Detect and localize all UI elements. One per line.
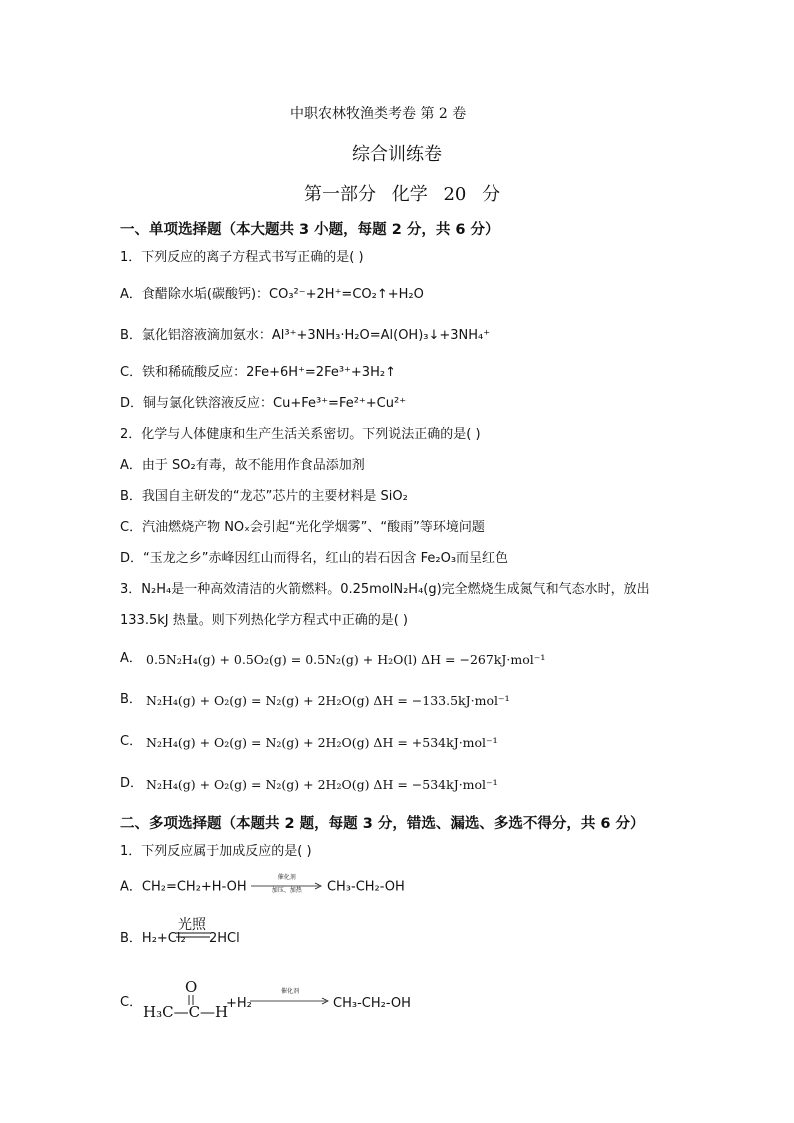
s2q1-stem: 1．下列反应属于加成反应的是( ) <box>120 844 312 859</box>
q2-option-b: B．我国自主研发的“龙芯”芯片的主要材料是 SiO₂ <box>120 489 408 504</box>
q2-stem: 2．化学与人体健康和生产生活关系密切。下列说法正确的是( ) <box>120 427 481 442</box>
section1-heading: 一、单项选择题（本大题共 3 小题，每题 2 分，共 6 分） <box>120 222 500 238</box>
equals-sign-icon <box>176 932 210 940</box>
part-title: 第一部分 化学 20 分 <box>304 184 501 205</box>
s2q1-a-arrow-top: 催化剂 <box>277 874 296 881</box>
right-arrow-icon <box>250 993 330 1007</box>
s2q1-b-condition: 光照 <box>178 917 206 933</box>
q1-option-a: A．食醋除水垢(碳酸钙)：CO₃²⁻+2H⁺=CO₂↑+H₂O <box>120 287 424 302</box>
s2q1-a-arrow <box>251 874 323 894</box>
q1-stem: 1．下列反应的离子方程式书写正确的是( ) <box>120 250 364 265</box>
q3-option-b-label: B． <box>120 692 142 707</box>
q2-option-c: C．汽油燃烧产物 NOₓ会引起“光化学烟雾”、“酸雨”等环境问题 <box>120 520 485 535</box>
s2q1-b-reactants: B．H₂+Cl₂ <box>120 931 186 946</box>
s2q1-c-arrow-box <box>250 988 330 1007</box>
q2-option-a: A．由于 SO₂有毒，故不能用作食品添加剂 <box>120 458 365 473</box>
s2q1-c-products: CH₃-CH₂-OH <box>333 996 411 1011</box>
q1-option-c: C．铁和稀硫酸反应：2Fe+6H⁺=2Fe³⁺+3H₂↑ <box>120 365 396 380</box>
s2q1-c-struct-chain: H₃C—C—H <box>143 1003 229 1021</box>
q3-option-c-equation: N₂H₄(g) + O₂(g) = N₂(g) + 2H₂O(g) ΔH = +534kJ·mol⁻¹ <box>146 735 498 750</box>
q3-option-c-label: C． <box>120 734 143 749</box>
q3-stem-line2: 133.5kJ 热量。则下列热化学方程式中正确的是( ) <box>120 613 408 628</box>
s2q1-c-arrow <box>250 988 330 1007</box>
s2q1-option-c-label: C． <box>120 995 143 1010</box>
q3-option-d-label: D． <box>120 776 144 791</box>
q3-option-a-equation: 0.5N₂H₄(g) + 0.5O₂(g) = 0.5N₂(g) + H₂O(l) ΔH = −267kJ·mol⁻¹ <box>146 652 546 667</box>
exam-title: 综合训练卷 <box>352 144 442 165</box>
s2q1-c-plus-h2: +H₂ <box>226 996 252 1011</box>
s2q1-a-products: CH₃-CH₂-OH <box>326 879 405 895</box>
q2-option-d: D．“玉龙之乡”赤峰因红山而得名，红山的岩石因含 Fe₂O₃而呈红色 <box>120 551 509 566</box>
q3-option-a-label: A． <box>120 651 142 666</box>
q3-option-d-equation: N₂H₄(g) + O₂(g) = N₂(g) + 2H₂O(g) ΔH = −534kJ·mol⁻¹ <box>146 777 498 792</box>
s2q1-c-arrow-top: 催化剂 <box>280 988 299 995</box>
s2q1-b-products: 2HCl <box>209 931 240 946</box>
q3-option-b-equation: N₂H₄(g) + O₂(g) = N₂(g) + 2H₂O(g) ΔH = −133.5kJ·mol⁻¹ <box>146 693 510 708</box>
exam-subtitle: 中职农林牧渔类考卷 第 2 卷 <box>290 106 467 122</box>
q1-option-d: D．铜与氯化铁溶液反应：Cu+Fe³⁺=Fe²⁺+Cu²⁺ <box>120 396 407 411</box>
s2q1-c-struct-oxygen: O <box>185 978 198 996</box>
s2q1-a-arrow-bottom: 加压、加热 <box>271 887 302 894</box>
q3-stem-line1: 3．N₂H₄是一种高效清洁的火箭燃料。0.25molN₂H₄(g)完全燃烧生成氮气和气态水时，放出 <box>120 582 650 597</box>
section2-heading: 二、多项选择题（本题共 2 题，每题 3 分，错选、漏选、多选不得分，共 6 分） <box>120 816 645 832</box>
s2q1-option-a <box>120 874 405 895</box>
q1-option-b: B．氯化铝溶液滴加氨水：Al³⁺+3NH₃·H₂O=Al(OH)₃↓+3NH₄⁺ <box>120 328 491 343</box>
s2q1-a-reactants: A．CH₂=CH₂+H-OH <box>120 879 247 895</box>
